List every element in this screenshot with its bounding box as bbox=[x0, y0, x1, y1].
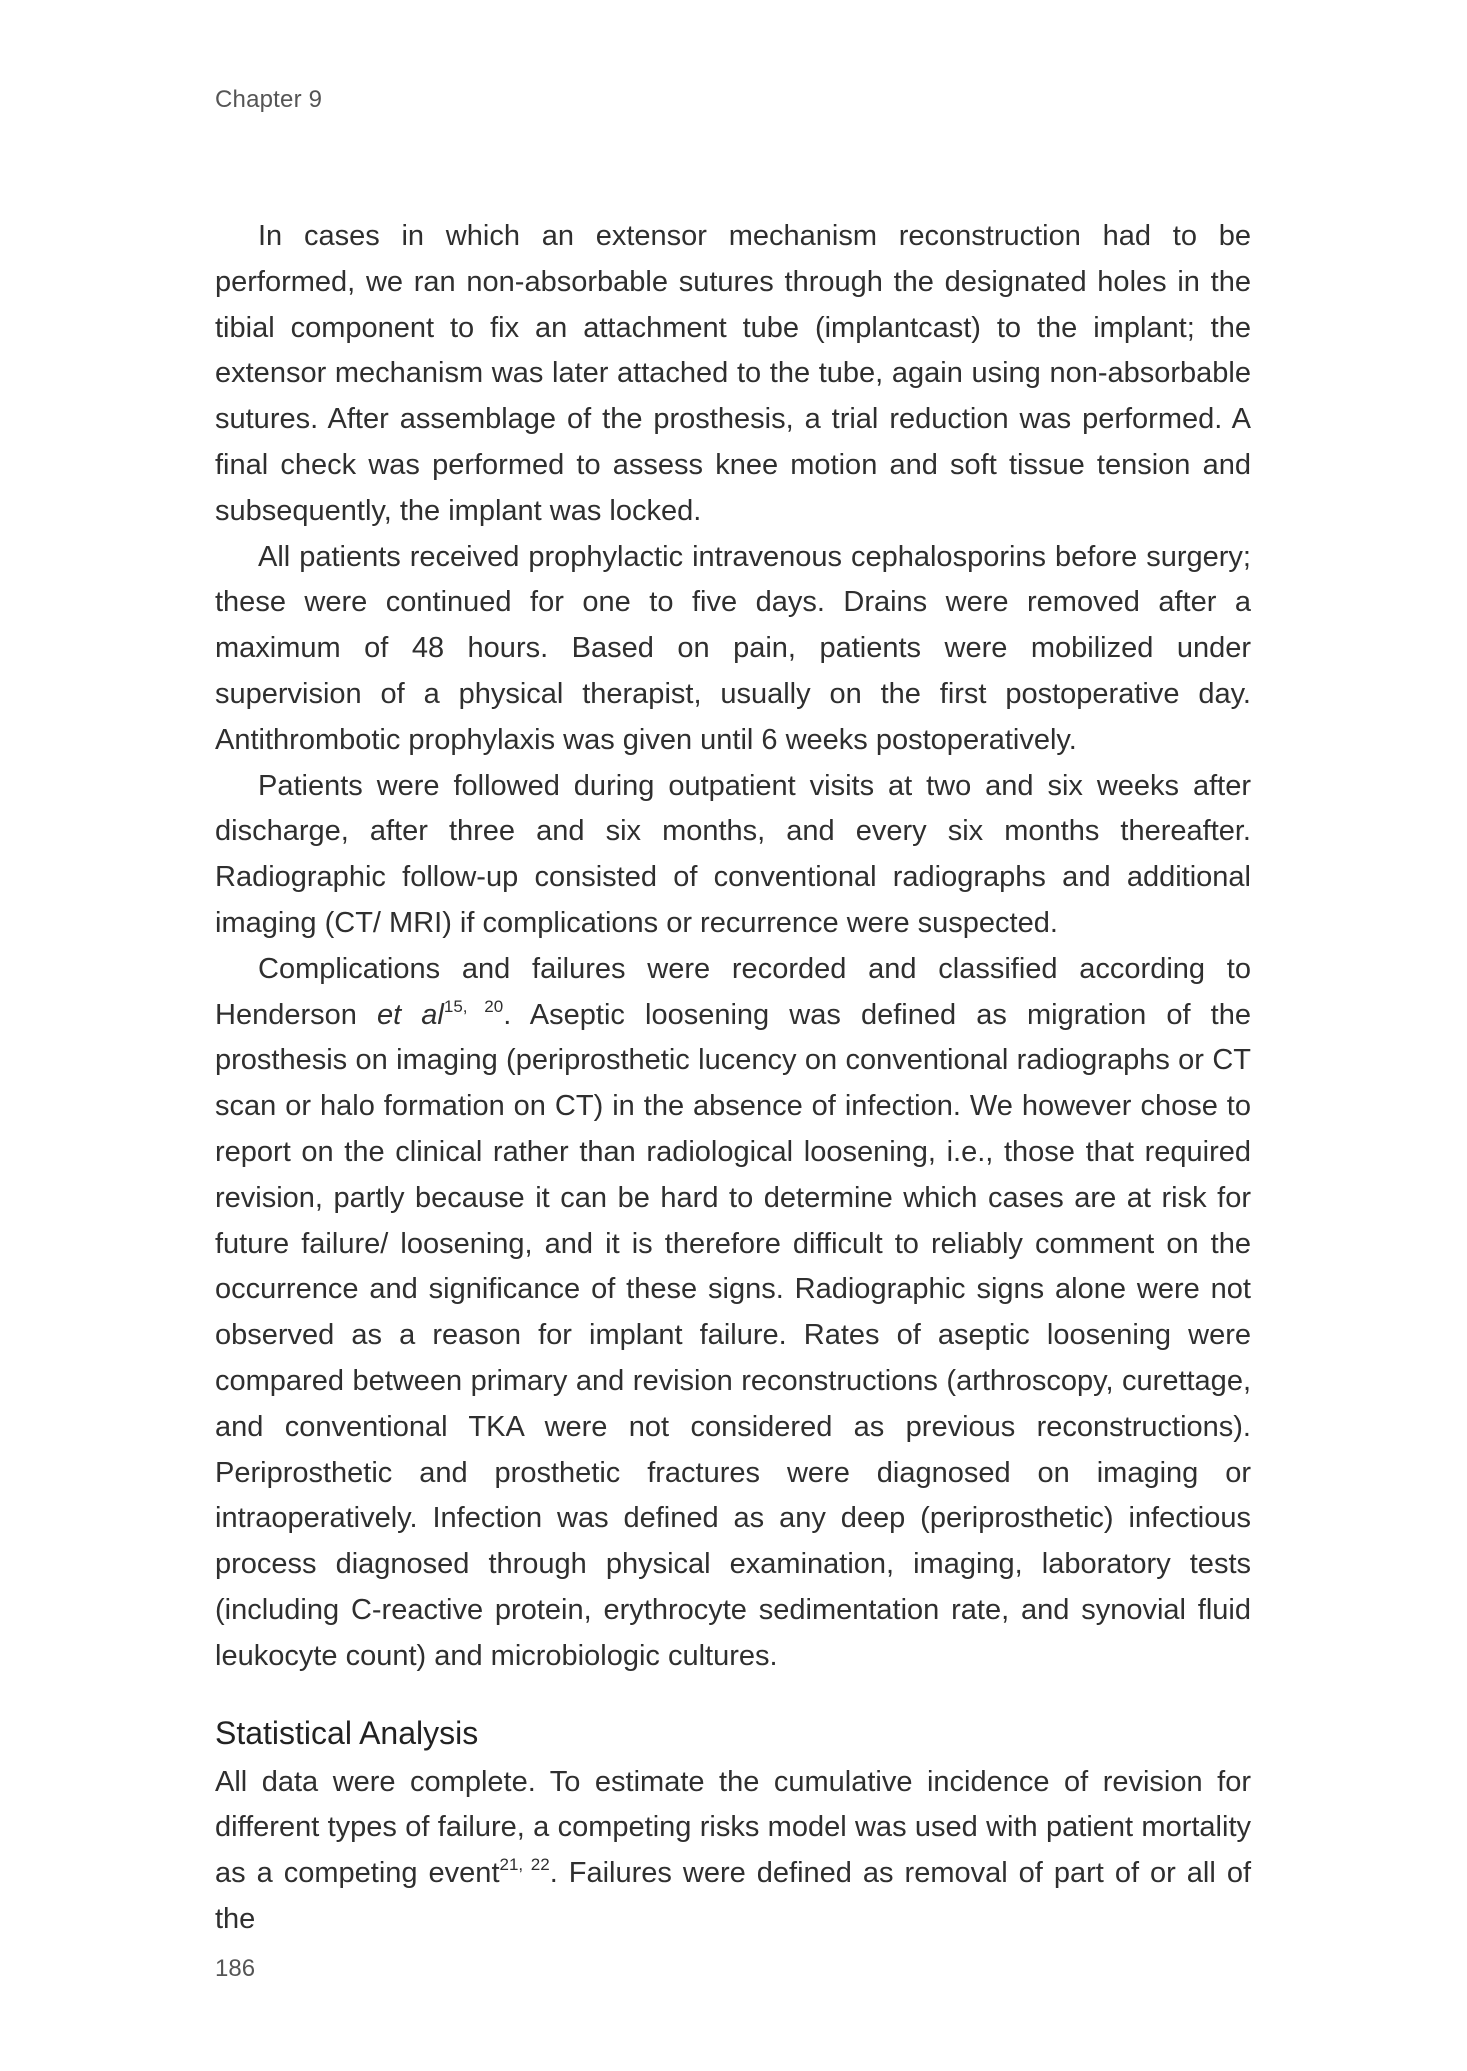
complications-text-start: Complications and failures were recorded and classified according to Henderson bbox=[215, 952, 1251, 1031]
body-text bbox=[215, 214, 1251, 1943]
paragraph-complications bbox=[215, 947, 1251, 1680]
statistics-text-start: All data were complete. To estimate the cumulative incidence of revision for different types of failure, a competing risks model was used with patient mortality as a competing event bbox=[215, 1765, 1251, 1890]
statistics-text-end: . Failures were defined as removal of part of or all of the bbox=[215, 1857, 1252, 1935]
complications-text-end: . Aseptic loosening was defined as migration of the prosthesis on imaging (periprosthetic lucency on conventional radiographs or CT scan or halo formation on CT) in the absence of infection. We however chose to report on the clinical rather than radiological loosening, i.e., those that required revision, partly because it can be hard to determine which cases are at risk for future failure/ loosening, and it is therefore difficult to reliably comment on the occurrence and significance of these signs. Radiographic signs alone were not observed as a reason for implant failure. Rates of aseptic loosening were compared between primary and revision reconstructions (arthroscopy, curettage, and conventional TKA were not considered as previous reconstructions). Periprosthetic and prosthetic fractures were diagnosed on imaging or intraoperatively. Infection was defined as any deep (periprosthetic) infectious process diagnosed through physical examination, imaging, laboratory tests (including C-reactive protein, erythrocyte sedimentation rate, and synovial fluid leukocyte count) and microbiologic cultures. bbox=[215, 998, 1251, 1672]
paragraph-prophylaxis: All patients received prophylactic intravenous cephalosporins before surgery; these were continued for one to five days. Drains were removed after a maximum of 48 hours. Based on pain, patients were mobilized under supervision of a physical therapist, usually on the first postoperative day. Antithrombotic prophylaxis was given until 6 weeks postoperatively. bbox=[215, 540, 1251, 756]
paragraph-follow-up: Patients were followed during outpatient visits at two and six weeks after discharge, after three and six months, and every six months thereafter. Radiographic follow-up consisted of conventional radiographs and additional imaging (CT/ MRI) if complications or recurrence were suspected. bbox=[215, 769, 1251, 939]
running-head: Chapter 9 bbox=[215, 86, 323, 113]
citation-superscript: 21, 22 bbox=[499, 1855, 550, 1875]
et-al-italic: et al bbox=[377, 998, 444, 1031]
citation-superscript: 15, 20 bbox=[443, 996, 504, 1016]
paragraph-statistical-analysis bbox=[215, 1760, 1251, 1943]
page-number: 186 bbox=[215, 1955, 256, 1982]
section-heading: Statistical Analysis bbox=[215, 1714, 479, 1751]
paragraph-extensor-mechanism: In cases in which an extensor mechanism reconstruction had to be performed, we ran non-absorbable sutures through the designated holes in the tibial component to fix an attachment tube (implantcast) to the implant; the extensor mechanism was later attached to the tube, again using non-absorbable sutures. After assemblage of the prosthesis, a trial reduction was performed. A final check was performed to assess knee motion and soft tissue tension and subsequently, the implant was locked. bbox=[215, 220, 1251, 527]
